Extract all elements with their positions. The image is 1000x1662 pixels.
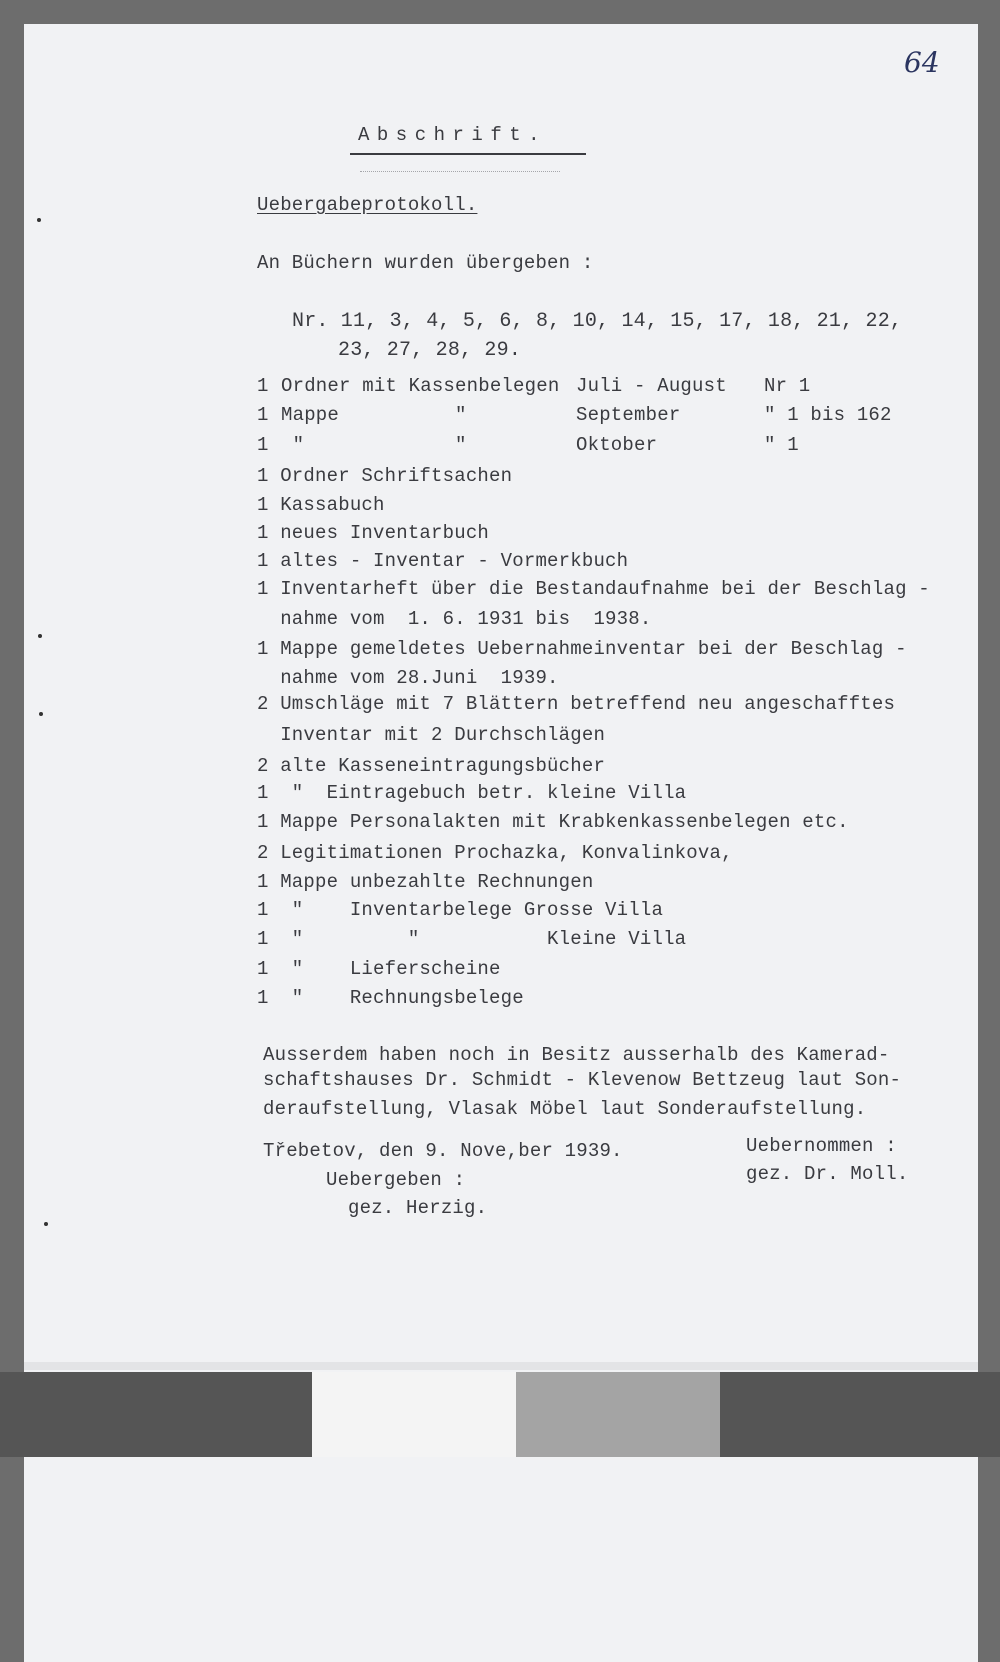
row-period: September	[576, 404, 681, 426]
list-item: 1 " " Kleine Villa	[257, 928, 687, 950]
margin-mark	[39, 712, 43, 716]
list-item: 1 Mappe gemeldetes Uebernahmeinventar bei der Beschlag -	[257, 638, 907, 660]
row-nr: " 1	[764, 434, 799, 456]
row-nr: " 1 bis 162	[764, 404, 892, 426]
margin-mark	[37, 218, 41, 222]
gray-calibration-patch	[516, 1372, 720, 1457]
row-nr: Nr 1	[764, 375, 811, 397]
list-item: 2 Umschläge mit 7 Blättern betreffend neu angeschafftes	[257, 693, 896, 715]
list-item: 2 alte Kasseneintragungsbücher	[257, 755, 606, 777]
row-item: Mappe "	[281, 404, 467, 426]
book-numbers-line-2: 23, 27, 28, 29.	[338, 339, 522, 362]
list-item: Inventar mit 2 Durchschlägen	[257, 724, 606, 746]
page-edge	[24, 1362, 978, 1370]
protocol-heading: Uebergabeprotokoll.	[257, 194, 478, 216]
row-qty: 1	[257, 434, 269, 456]
list-item: 2 Legitimationen Prochazka, Konvalinkova,	[257, 842, 733, 864]
list-item: 1 neues Inventarbuch	[257, 522, 490, 544]
row-period: Juli - August	[576, 375, 727, 397]
margin-mark	[38, 634, 42, 638]
list-item: 1 Ordner Schriftsachen	[257, 465, 513, 487]
list-item: 1 " Inventarbelege Grosse Villa	[257, 899, 664, 921]
row-qty: 1	[257, 375, 269, 397]
list-item: 1 Mappe Personalakten mit Krabkenkassenbelegen etc.	[257, 811, 849, 833]
page-number: 64	[904, 46, 940, 79]
title-underline	[350, 153, 586, 155]
receipt-label: Uebernommen :	[746, 1135, 897, 1157]
scan-background-strip	[0, 1372, 1000, 1457]
list-item: 1 " Lieferscheine	[257, 958, 501, 980]
list-item: 1 " Eintragebuch betr. kleine Villa	[257, 782, 687, 804]
intro-line: An Büchern wurden übergeben :	[257, 252, 594, 274]
list-item: 1 " Rechnungsbelege	[257, 987, 524, 1009]
list-item: 1 altes - Inventar - Vormerkbuch	[257, 550, 629, 572]
list-item: 1 Inventarheft über die Bestandaufnahme bei der Beschlag -	[257, 578, 930, 600]
list-item: 1 Mappe unbezahlte Rechnungen	[257, 871, 594, 893]
closing-line: schaftshauses Dr. Schmidt - Klevenow Bettzeug laut Son-	[263, 1069, 902, 1091]
handover-label: Uebergeben :	[326, 1169, 466, 1191]
document-title: Abschrift.	[358, 124, 548, 146]
white-calibration-patch	[312, 1372, 516, 1457]
margin-mark	[44, 1222, 48, 1226]
closing-line: Ausserdem haben noch in Besitz ausserhalb des Kamerad-	[263, 1044, 890, 1066]
receipt-signature: gez. Dr. Moll.	[746, 1163, 909, 1185]
list-item: 1 Kassabuch	[257, 494, 385, 516]
place-date: Třebetov, den 9. Nove,ber 1939.	[263, 1140, 623, 1162]
row-period: Oktober	[576, 434, 658, 456]
row-item: Ordner mit Kassenbelegen	[281, 375, 560, 397]
closing-line: deraufstellung, Vlasak Möbel laut Sonderaufstellung.	[263, 1098, 867, 1120]
handover-signature: gez. Herzig.	[348, 1197, 488, 1219]
title-dotted-rule	[360, 171, 560, 172]
row-qty: 1	[257, 404, 269, 426]
row-item: " "	[281, 434, 467, 456]
list-item: nahme vom 1. 6. 1931 bis 1938.	[257, 608, 652, 630]
list-item: nahme vom 28.Juni 1939.	[257, 667, 559, 689]
book-numbers-line-1: Nr. 11, 3, 4, 5, 6, 8, 10, 14, 15, 17, 18, 21, 22,	[292, 310, 903, 333]
